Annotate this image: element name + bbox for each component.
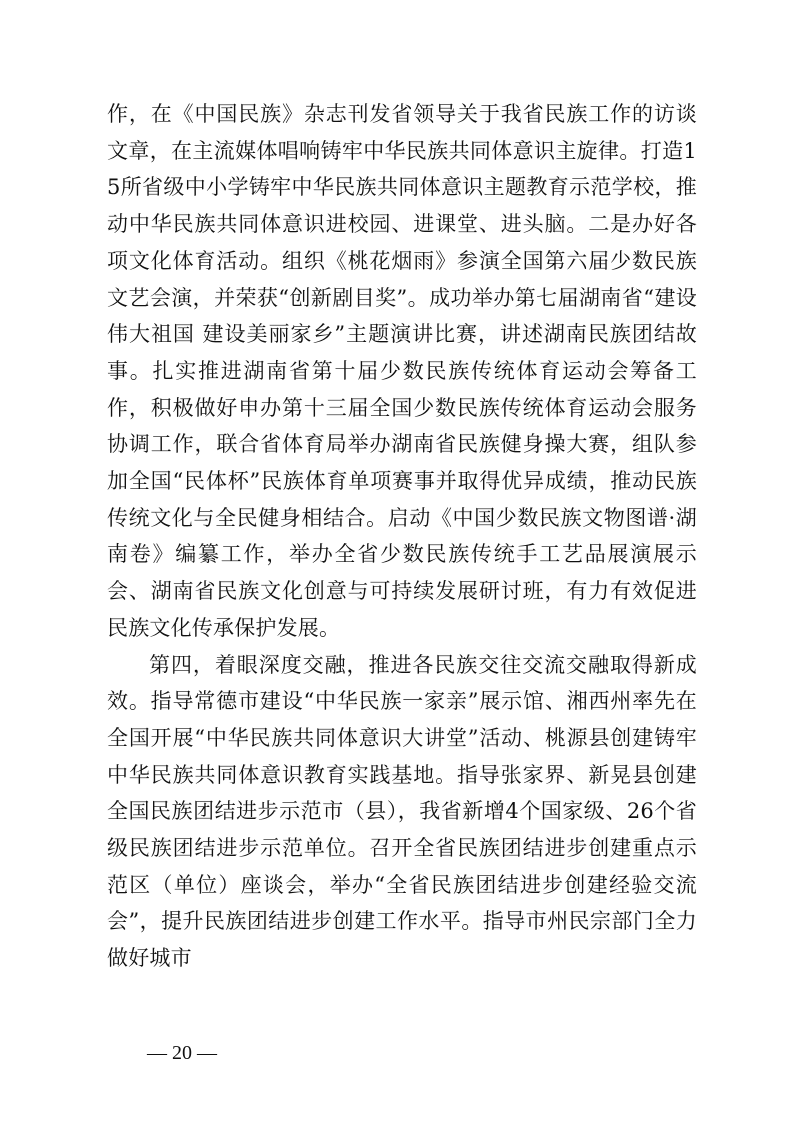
page-number: — 20 —: [147, 1042, 217, 1064]
body-text: [107, 96, 697, 977]
paragraph-fourth: 第四，着眼深度交融，推进各民族交往交流交融取得新成效。指导常德市建设“中华民族一家亲”展示馆、湘西州率先在全国开展“中华民族共同体意识大讲堂”活动、桃源县创建铸牢中华民族共同体意识教育实践基地。指导张家界、新晃县创建全国民族团结进步示范市（县），我省新增4个国家级、26个省级民族团结进步示范单位。召开全省民族团结进步创建重点示范区（单位）座谈会，举办“全省民族团结进步创建经验交流会”，提升民族团结进步创建工作水平。指导市州民宗部门全力做好城市: [107, 652, 697, 971]
paragraph-continuation: 作，在《中国民族》杂志刊发省领导关于我省民族工作的访谈文章，在主流媒体唱响铸牢中华民族共同体意识主旋律。打造15所省级中小学铸牢中华民族共同体意识主题教育示范学校，推动中华民族共同体意识进校园、进课堂、进头脑。二是办好各项文化体育活动。组织《桃花烟雨》参演全国第六届少数民族文艺会演，并荣获“创新剧目奖”。成功举办第七届湖南省“建设伟大祖国 建设美丽家乡”主题演讲比赛，讲述湖南民族团结故事。扎实推进湖南省第十届少数民族传统体育运动会筹备工作，积极做好申办第十三届全国少数民族传统体育运动会服务协调工作，联合省体育局举办湖南省民族健身操大赛，组队参加全国“民体杯”民族体育单项赛事并取得优异成绩，推动民族传统文化与全民健身相结合。启动《中国少数民族文物图谱·湖南卷》编纂工作，举办全省少数民族传统手工艺品展演展示会、湖南省民族文化创意与可持续发展研讨班，有力有效促进民族文化传承保护发展。: [107, 102, 697, 640]
